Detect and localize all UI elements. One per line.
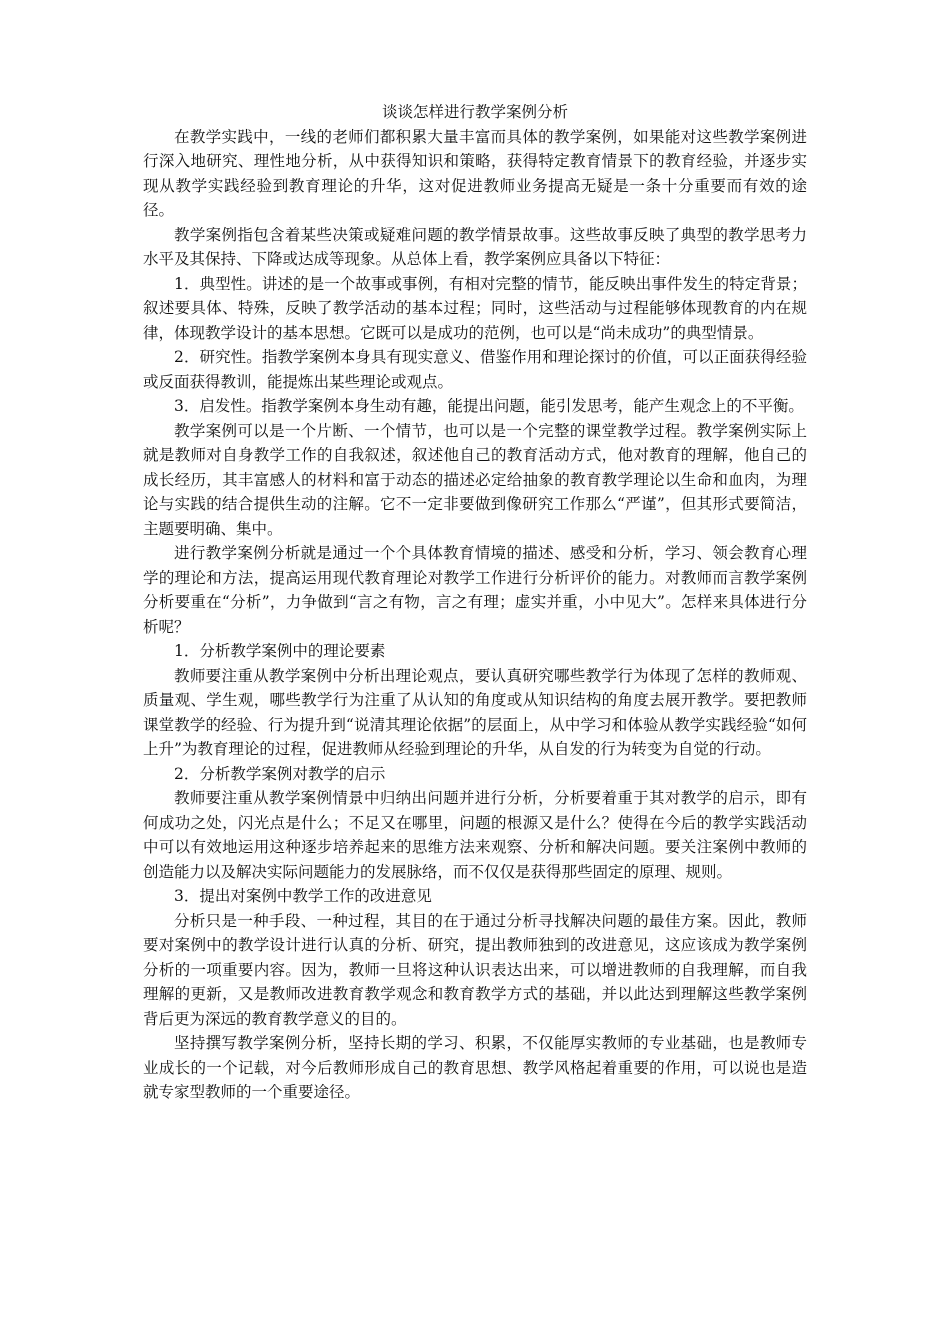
paragraph-section-1: 教师要注重从教学案例中分析出理论观点，要认真研究哪些教学行为体现了怎样的教师观、质量观、学生观，哪些教学行为注重了从认知的角度或从知识结构的角度去展开教学。要把教师课堂教学的经验、行为提升到“说清其理论依据”的层面上，从中学习和体验从教学实践经验“如何上升”为教育理论的过程，促进教师从经验到理论的升华，从自发的行为转变为自觉的行动。 [143,666,807,758]
document-body [143,100,807,1105]
paragraph-intro: 在教学实践中，一线的老师们都积累大量丰富而具体的教学案例，如果能对这些教学案例进行深入地研究、理性地分析，从中获得知识和策略，获得特定教育情景下的教育经验，并逐步实现从教学实践经验到教育理论的升华，这对促进教师业务提高无疑是一条十分重要而有效的途径。 [143,127,807,219]
section-heading-2: 2．分析教学案例对教学的启示 [174,764,386,783]
paragraph-feature-research: 2．研究性。指教学案例本身具有现实意义、借鉴作用和理论探讨的价值，可以正面获得经验或反面获得教训，能提炼出某些理论或观点。 [143,348,807,391]
paragraph-feature-typical: 1．典型性。讲述的是一个故事或事例，有相对完整的情节，能反映出事件发生的特定背景；叙述要具体、特殊，反映了教学活动的基本过程；同时，这些活动与过程能够体现教育的内在规律，体现教学设计的基本思想。它既可以是成功的范例，也可以是“尚未成功”的典型情景。 [143,274,807,342]
paragraph-feature-inspiring: 3．启发性。指教学案例本身生动有趣，能提出问题，能引发思考，能产生观念上的不平衡。 [174,397,804,415]
paragraph-section-2: 教师要注重从教学案例情景中归纳出问题并进行分析，分析要着重于其对教学的启示，即有何成功之处，闪光点是什么；不足又在哪里，问题的根源又是什么？使得在今后的教学实践活动中可以有效地运用这种逐步培养起来的思维方法来观察、分析和解决问题。要关注案例中教师的创造能力以及解决实际问题能力的发展脉络，而不仅仅是获得那些固定的原理、规则。 [143,789,807,881]
paragraph-conclusion: 坚持撰写教学案例分析，坚持长期的学习、积累，不仅能厚实教师的专业基础，也是教师专业成长的一个记载，对今后教师形成自己的教育思想、教学风格起着重要的作用，可以说也是造就专家型教师的一个重要途径。 [143,1034,807,1101]
paragraph-definition: 教学案例指包含着某些决策或疑难问题的教学情景故事。这些故事反映了典型的教学思考力水平及其保持、下降或达成等现象。从总体上看，教学案例应具备以下特征： [143,225,807,268]
section-heading-3: 3．提出对案例中教学工作的改进意见 [174,887,432,905]
section-heading-1: 1．分析教学案例中的理论要素 [174,642,386,660]
paragraph-section-3: 分析只是一种手段、一种过程，其目的在于通过分析寻找解决问题的最佳方案。因此，教师要对案例中的教学设计进行认真的分析、研究，提出教师独到的改进意见，这应该成为教学案例分析的一项重要内容。因为，教师一旦将这种认识表达出来，可以增进教师的自我理解，而自我理解的更新，又是教师改进教育教学观念和教育教学方式的基础，并以此达到理解这些教学案例背后更为深远的教育教学意义的目的。 [143,911,807,1028]
document-title: 谈谈怎样进行教学案例分析 [381,103,568,121]
paragraph-case-nature: 教学案例可以是一个片断、一个情节，也可以是一个完整的课堂教学过程。教学案例实际上就是教师对自身教学工作的自我叙述，叙述他自己的教育活动方式，他对教育的理解，他自己的成长经历，其丰富感人的材料和富于动态的描述必定给抽象的教育教学理论以生命和血肉，为理论与实践的结合提供生动的注解。它不一定非要做到像研究工作那么“严谨”，但其形式要简洁，主题要明确、集中。 [143,421,807,538]
paragraph-analysis-purpose: 进行教学案例分析就是通过一个个具体教育情境的描述、感受和分析，学习、领会教育心理学的理论和方法，提高运用现代教育理论对教学工作进行分析评价的能力。对教师而言教学案例分析要重在“分析”，力争做到“言之有物，言之有理；虚实并重，小中见大”。怎样来具体进行分析呢？ [143,544,807,636]
